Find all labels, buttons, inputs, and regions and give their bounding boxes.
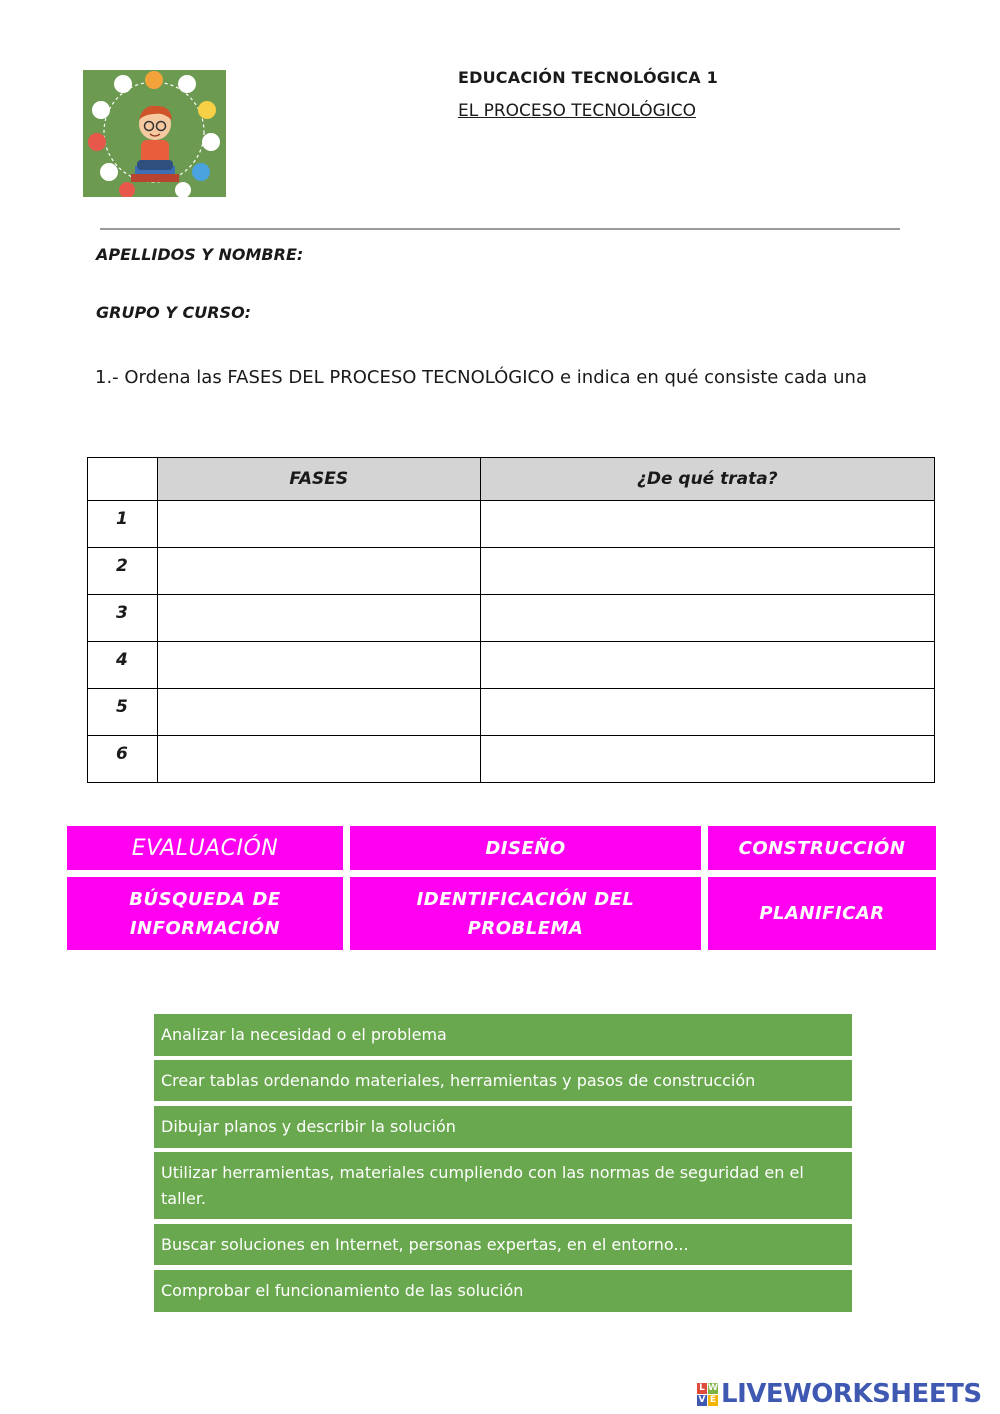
table-row <box>88 736 935 783</box>
liveworksheets-logo <box>697 1379 982 1409</box>
table-row <box>88 642 935 689</box>
liveworksheets-brand-text: LIVEWORKSHEETS <box>721 1379 982 1409</box>
row-number: 2 <box>88 548 158 595</box>
table-header-blank <box>88 458 158 501</box>
fase-drop-cell[interactable] <box>157 595 480 642</box>
table-row <box>88 548 935 595</box>
document-subtitle: EL PROCESO TECNOLÓGICO <box>458 101 697 121</box>
table-row <box>88 595 935 642</box>
worksheet-logo <box>83 70 226 197</box>
table-header-description: ¿De qué trata? <box>480 458 934 501</box>
description-drop-cell[interactable] <box>480 548 934 595</box>
phase-tile-diseno[interactable]: DISEÑO <box>350 826 701 870</box>
table-row <box>88 689 935 736</box>
name-label: APELLIDOS Y NOMBRE: <box>96 245 304 264</box>
row-number: 1 <box>88 501 158 548</box>
document-title: EDUCACIÓN TECNOLÓGICA 1 <box>458 68 718 87</box>
description-tile[interactable]: Analizar la necesidad o el problema <box>154 1014 852 1056</box>
description-drop-cell[interactable] <box>480 501 934 548</box>
phase-tile-busqueda[interactable]: BÚSQUEDA DE INFORMACIÓN <box>67 877 343 950</box>
description-tile[interactable]: Utilizar herramientas, materiales cumpliendo con las normas de seguridad en el taller. <box>154 1152 852 1219</box>
group-label: GRUPO Y CURSO: <box>96 303 252 322</box>
header-divider <box>100 228 900 230</box>
description-tile[interactable]: Dibujar planos y describir la solución <box>154 1106 852 1148</box>
fase-drop-cell[interactable] <box>157 642 480 689</box>
phase-tile-construccion[interactable]: CONSTRUCCIÓN <box>708 826 936 870</box>
description-drop-cell[interactable] <box>480 736 934 783</box>
description-tile[interactable]: Comprobar el funcionamiento de las solución <box>154 1270 852 1312</box>
question-text: 1.- Ordena las FASES DEL PROCESO TECNOLÓGICO e indica en qué consiste cada una <box>95 367 867 388</box>
fase-drop-cell[interactable] <box>157 501 480 548</box>
fase-drop-cell[interactable] <box>157 736 480 783</box>
row-number: 4 <box>88 642 158 689</box>
phase-tile-planificar[interactable]: PLANIFICAR <box>708 877 936 950</box>
liveworksheets-badge-icon: L W V E <box>698 1382 718 1405</box>
phases-table <box>87 457 935 783</box>
phase-tile-identificacion[interactable]: IDENTIFICACIÓN DEL PROBLEMA <box>350 877 701 950</box>
row-number: 5 <box>88 689 158 736</box>
description-drop-cell[interactable] <box>480 642 934 689</box>
description-drop-cell[interactable] <box>480 595 934 642</box>
table-header-row <box>88 458 935 501</box>
phase-tile-evaluacion[interactable]: EVALUACIÓN <box>67 826 343 870</box>
description-drop-cell[interactable] <box>480 689 934 736</box>
fase-drop-cell[interactable] <box>157 689 480 736</box>
row-number: 6 <box>88 736 158 783</box>
table-header-fases: FASES <box>157 458 480 501</box>
table-row <box>88 501 935 548</box>
description-tile[interactable]: Crear tablas ordenando materiales, herramientas y pasos de construcción <box>154 1060 852 1101</box>
row-number: 3 <box>88 595 158 642</box>
description-tile[interactable]: Buscar soluciones en Internet, personas expertas, en el entorno... <box>154 1224 852 1265</box>
fase-drop-cell[interactable] <box>157 548 480 595</box>
